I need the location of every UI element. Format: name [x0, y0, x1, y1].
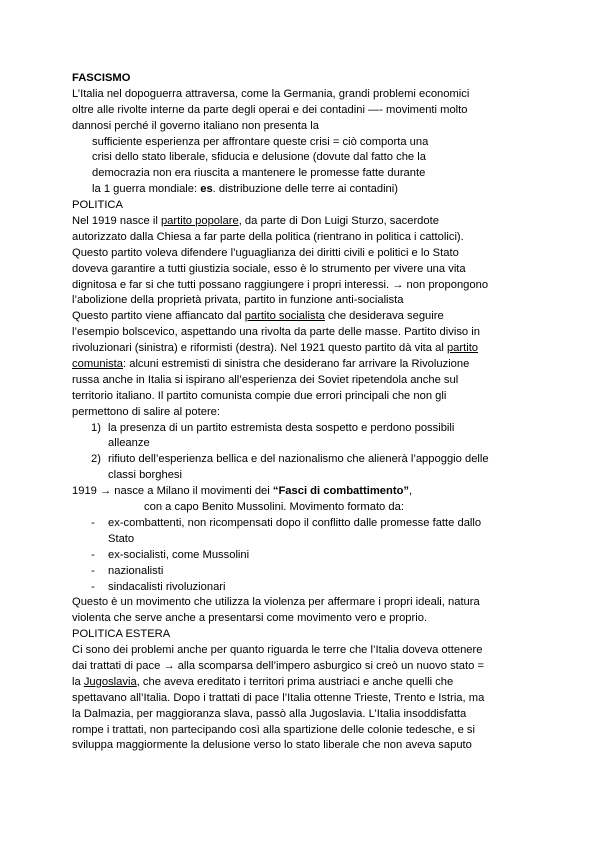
text-line: rompe i trattati, non partecipando così alla spartizione delle colonie tedesche, e si: [72, 723, 475, 736]
text-line: Questo partito voleva difendere l’uguaglianza dei diritti civili e politici e lo Stato: [72, 246, 459, 259]
text-line: sviluppa maggiormente la delusione verso lo stato liberale che non aveva saputo: [72, 739, 472, 752]
list-item: [72, 516, 527, 532]
list-item-continuation: classi borghesi: [108, 469, 182, 482]
text-line: dannosi perché il governo italiano non presenta la: [72, 119, 319, 132]
text-fragment: , che aveva ereditato i territori prima austriaci e anche quelli che: [136, 675, 454, 688]
list-item-text: sindacalisti rivoluzionari: [108, 580, 226, 593]
list-item-continuation: Stato: [108, 532, 135, 545]
text-line: crisi dello stato liberale, sfiducia e delusione (dovute dal fatto che la: [92, 151, 426, 164]
text-line: l’abolizione della proprietà privata, partito in funzione anti-socialista: [72, 294, 404, 307]
text-line: l’esempio bolscevico, aspettando una rivolta da parte delle masse. Partito diviso in: [72, 326, 480, 339]
text-line: permettono di salire al potere:: [72, 405, 221, 418]
section-heading-politica-estera: POLITICA ESTERA: [72, 628, 171, 641]
list-marker: -: [91, 516, 95, 529]
text-line: [72, 357, 527, 373]
text-fragment: Nel 1919 nasce il: [72, 215, 161, 228]
bold-text: es: [200, 183, 213, 196]
list-marker: 2): [91, 453, 101, 466]
text-line: autorizzato dalla Chiesa a far parte della politica (rientrano in politica i cattolici).: [72, 230, 464, 243]
text-line: russa anche in Italia si ispirano all’esperienza dei Soviet ripetendola anche sul: [72, 373, 459, 386]
text-fragment: rivoluzionari (sinistra) e riformisti (destra). Nel 1921 questo partito dà vita al: [72, 342, 447, 355]
list-marker: -: [91, 548, 95, 561]
text-line: la Dalmazia, per maggioranza slava, passò alla Jugoslavia. L’Italia insoddisfatta: [72, 707, 467, 720]
text-line: [72, 675, 527, 691]
text-fragment: 1919 → nasce a Milano il movimenti dei: [72, 485, 273, 498]
text-line: violenta che serve anche a presentarsi come movimento vero e proprio.: [72, 612, 428, 625]
text-line: territorio italiano. Il partito comunista compie due errori principali che non gli: [72, 389, 447, 402]
list-item-text: ex-socialisti, come Mussolini: [108, 548, 250, 561]
text-line: oltre alle rivolte interne da parte degli operai e dei contadini —- movimenti molto: [72, 103, 468, 116]
text-line: [72, 341, 527, 357]
text-line: doveva garantire a tutti giustizia sociale, esso è lo strumento per vivere una vita: [72, 262, 466, 275]
underlined-term: comunista: [72, 358, 123, 371]
text-line: [72, 214, 527, 230]
list-marker: -: [91, 580, 95, 593]
text-fragment: , da parte di Don Luigi Sturzo, sacerdote: [238, 215, 439, 228]
underlined-term: Jugoslavia: [83, 675, 137, 688]
text-fragment: la 1 guerra mondiale:: [92, 183, 201, 196]
section-heading-politica: POLITICA: [72, 199, 123, 212]
text-line: L’Italia nel dopoguerra attraversa, come la Germania, grandi problemi economici: [72, 87, 470, 100]
underlined-term: partito: [446, 342, 479, 355]
text-line: con a capo Benito Mussolini. Movimento formato da:: [144, 501, 404, 514]
text-line: [72, 484, 527, 500]
text-line: democrazia non era riuscita a mantenere le promesse fatte durante: [92, 167, 426, 180]
text-line: sufficiente esperienza per affrontare queste crisi = ciò comporta una: [92, 135, 429, 148]
text-fragment: la: [72, 675, 84, 688]
text-line: dai trattati di pace → alla scomparsa dell’impero asburgico si creò un nuovo stato =: [72, 659, 484, 672]
list-item: [72, 452, 527, 468]
underlined-term: partito socialista: [244, 310, 325, 323]
list-marker: 1): [91, 421, 101, 434]
list-item: [72, 580, 527, 596]
list-item-text: ex-combattenti, non ricompensati dopo il conflitto dalle promesse fatte dallo: [108, 516, 482, 529]
text-line: Ci sono dei problemi anche per quanto riguarda le terre che l’Italia doveva ottenere: [72, 644, 483, 657]
text-fragment: ,: [409, 485, 413, 498]
list-item-text: la presenza di un partito estremista desta sospetto e perdono possibili: [108, 421, 455, 434]
text-line: [72, 309, 527, 325]
underlined-term: partito popolare: [160, 215, 239, 228]
list-item: [72, 548, 527, 564]
bold-text: “Fasci di combattimento”: [272, 485, 409, 498]
text-fragment: Questo partito viene affiancato dal: [72, 310, 245, 323]
list-item: [72, 421, 527, 437]
doc-title: FASCISMO: [72, 72, 131, 84]
text-fragment: : alcuni estremisti di sinistra che desiderano far arrivare la Rivoluzione: [123, 358, 470, 371]
list-item: [72, 564, 527, 580]
list-item-continuation: alleanze: [108, 437, 150, 450]
text-fragment: che desiderava seguire: [324, 310, 444, 323]
document-page: [72, 71, 527, 754]
text-fragment: . distribuzione delle terre ai contadini): [212, 183, 398, 196]
text-line: dignitosa e far si che tutti possano raggiungere i propri interessi. → non propongono: [72, 278, 489, 291]
list-item-text: nazionalisti: [108, 564, 164, 577]
text-line: [72, 182, 527, 198]
text-line: Questo è un movimento che utilizza la violenza per affermare i propri ideali, natura: [72, 596, 480, 609]
list-item-text: rifiuto dell’esperienza bellica e del nazionalismo che alienerà l’appoggio delle: [108, 453, 489, 466]
text-line: spettavano all’Italia. Dopo i trattati di pace l’Italia ottenne Trieste, Trento e Istria, ma: [72, 691, 485, 704]
list-marker: -: [91, 564, 95, 577]
